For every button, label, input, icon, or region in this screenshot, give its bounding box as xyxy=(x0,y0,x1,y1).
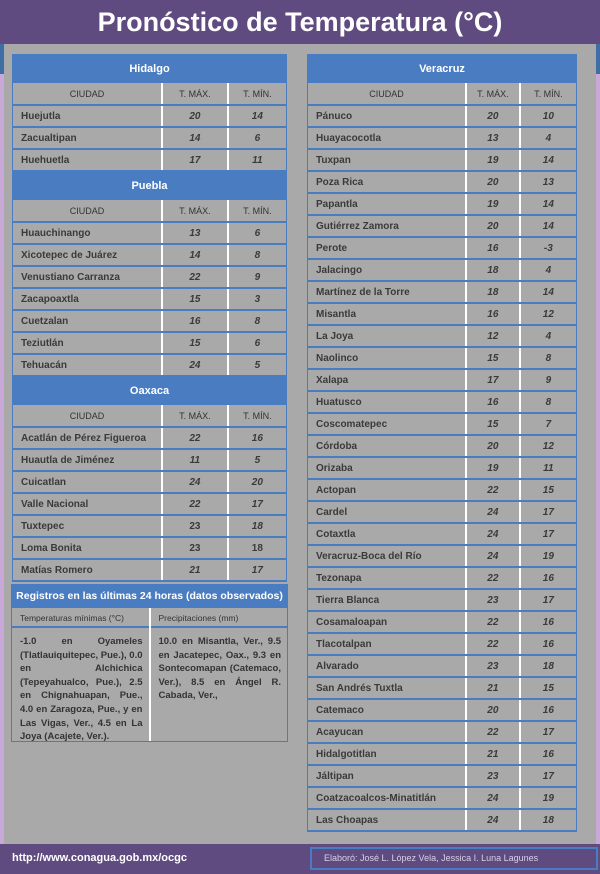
table-row xyxy=(13,559,287,581)
city-name: Jáltipan xyxy=(308,765,466,787)
city-name: Actopan xyxy=(308,479,466,501)
min-temp: 18 xyxy=(520,655,577,677)
city-name: Matías Romero xyxy=(13,559,163,581)
min-temp: 16 xyxy=(228,427,287,449)
table-row xyxy=(13,127,287,149)
city-name: Acayucan xyxy=(308,721,466,743)
min-temp: 8 xyxy=(520,391,577,413)
city-name: Hidalgotitlan xyxy=(308,743,466,765)
max-temp: 20 xyxy=(162,105,228,127)
city-name: Zacualtipan xyxy=(13,127,163,149)
city-name: Cardel xyxy=(308,501,466,523)
table-row xyxy=(308,215,577,237)
table-row xyxy=(308,611,577,633)
min-temp-header: Temperaturas mínimas (°C) xyxy=(12,608,149,628)
table-row xyxy=(308,589,577,611)
max-temp: 22 xyxy=(466,611,520,633)
min-temp: 16 xyxy=(520,699,577,721)
max-temp: 20 xyxy=(466,171,520,193)
table-row xyxy=(13,537,287,559)
min-temp: 17 xyxy=(520,523,577,545)
min-temp: 17 xyxy=(228,493,287,515)
min-temp: 5 xyxy=(228,449,287,471)
min-temp: 4 xyxy=(520,259,577,281)
table-row xyxy=(13,310,287,332)
table-row xyxy=(308,127,577,149)
min-temp: 14 xyxy=(520,149,577,171)
state-header-veracruz: Veracruz xyxy=(308,54,577,83)
city-name: Coatzacoalcos-Minatitlán xyxy=(308,787,466,809)
min-temp: 6 xyxy=(228,127,287,149)
max-temp: 22 xyxy=(466,567,520,589)
city-name: Tierra Blanca xyxy=(308,589,466,611)
min-temp: 11 xyxy=(228,149,287,171)
page-title: Pronóstico de Temperatura (°C) xyxy=(0,0,600,44)
min-temp: 14 xyxy=(520,215,577,237)
table-row xyxy=(308,237,577,259)
table-row xyxy=(308,699,577,721)
city-name: Cuetzalan xyxy=(13,310,163,332)
max-temp: 21 xyxy=(466,677,520,699)
min-temp: 8 xyxy=(520,347,577,369)
table-row xyxy=(308,171,577,193)
max-temp: 21 xyxy=(162,559,228,581)
max-temp: 24 xyxy=(466,523,520,545)
column-header-min: T. MÍN. xyxy=(228,83,287,105)
city-name: Coscomatepec xyxy=(308,413,466,435)
city-name: Acatlán de Pérez Figueroa xyxy=(13,427,163,449)
column-header-city: CIUDAD xyxy=(13,405,163,427)
max-temp: 13 xyxy=(466,127,520,149)
city-name: Teziutlán xyxy=(13,332,163,354)
table-row xyxy=(308,677,577,699)
footer xyxy=(0,844,600,874)
column-header-max: T. MÁX. xyxy=(162,405,228,427)
min-temp: 16 xyxy=(520,633,577,655)
table-row xyxy=(308,281,577,303)
city-name: Misantla xyxy=(308,303,466,325)
city-name: Córdoba xyxy=(308,435,466,457)
min-temp: -3 xyxy=(520,237,577,259)
frame-edge-left xyxy=(0,44,4,74)
table-row xyxy=(13,266,287,288)
min-temp: 11 xyxy=(520,457,577,479)
max-temp: 22 xyxy=(466,479,520,501)
min-temp: 10 xyxy=(520,105,577,127)
max-temp: 22 xyxy=(162,427,228,449)
max-temp: 20 xyxy=(466,435,520,457)
max-temp: 16 xyxy=(466,391,520,413)
table-row xyxy=(308,545,577,567)
city-name: Las Choapas xyxy=(308,809,466,831)
table-row xyxy=(13,288,287,310)
min-temp: 18 xyxy=(228,515,287,537)
city-name: Naolinco xyxy=(308,347,466,369)
city-name: Huautla de Jiménez xyxy=(13,449,163,471)
min-temp: 19 xyxy=(520,545,577,567)
city-name: Xicotepec de Juárez xyxy=(13,244,163,266)
table-row xyxy=(308,721,577,743)
table-row xyxy=(13,427,287,449)
column-header-max: T. MÁX. xyxy=(162,200,228,222)
min-temp: 16 xyxy=(520,567,577,589)
city-name: Poza Rica xyxy=(308,171,466,193)
max-temp: 19 xyxy=(466,457,520,479)
min-temp: 20 xyxy=(228,471,287,493)
max-temp: 15 xyxy=(466,413,520,435)
table-row xyxy=(13,222,287,244)
city-name: Martínez de la Torre xyxy=(308,281,466,303)
city-name: Huejutla xyxy=(13,105,163,127)
min-temp: 15 xyxy=(520,677,577,699)
city-name: Catemaco xyxy=(308,699,466,721)
min-temp: 3 xyxy=(228,288,287,310)
city-name: Cuicatlan xyxy=(13,471,163,493)
max-temp: 19 xyxy=(466,193,520,215)
min-temp: 18 xyxy=(520,809,577,831)
min-temp: 12 xyxy=(520,435,577,457)
column-header-max: T. MÁX. xyxy=(162,83,228,105)
max-temp: 20 xyxy=(466,105,520,127)
table-row xyxy=(13,332,287,354)
max-temp: 16 xyxy=(466,237,520,259)
city-name: Pánuco xyxy=(308,105,466,127)
max-temp: 17 xyxy=(162,149,228,171)
city-name: Xalapa xyxy=(308,369,466,391)
min-temp: 14 xyxy=(520,281,577,303)
city-name: Zacapoaxtla xyxy=(13,288,163,310)
table-row xyxy=(308,765,577,787)
table-row xyxy=(308,369,577,391)
table-row xyxy=(308,501,577,523)
max-temp: 15 xyxy=(162,332,228,354)
max-temp: 22 xyxy=(162,266,228,288)
min-temp: 5 xyxy=(228,354,287,376)
precip-header: Precipitaciones (mm) xyxy=(151,608,288,628)
state-header-puebla: Puebla xyxy=(13,171,287,200)
table-row xyxy=(13,449,287,471)
min-temp: 4 xyxy=(520,325,577,347)
min-temp: 17 xyxy=(228,559,287,581)
city-name: Tezonapa xyxy=(308,567,466,589)
max-temp: 20 xyxy=(466,699,520,721)
table-row xyxy=(13,493,287,515)
min-temp-records xyxy=(12,608,151,741)
table-row xyxy=(13,354,287,376)
city-name: San Andrés Tuxtla xyxy=(308,677,466,699)
min-temp: 14 xyxy=(228,105,287,127)
city-name: Alvarado xyxy=(308,655,466,677)
min-temp: 17 xyxy=(520,501,577,523)
max-temp: 24 xyxy=(162,471,228,493)
conagua-link[interactable]: http://www.conagua.gob.mx/ocgc xyxy=(12,852,187,864)
max-temp: 22 xyxy=(466,721,520,743)
min-temp: 8 xyxy=(228,244,287,266)
table-row xyxy=(308,787,577,809)
max-temp: 22 xyxy=(466,633,520,655)
min-temp: 6 xyxy=(228,332,287,354)
max-temp: 23 xyxy=(466,589,520,611)
city-name: Loma Bonita xyxy=(13,537,163,559)
table-row xyxy=(13,471,287,493)
table-row xyxy=(308,633,577,655)
city-name: Jalacingo xyxy=(308,259,466,281)
max-temp: 11 xyxy=(162,449,228,471)
table-row xyxy=(308,435,577,457)
column-header-min: T. MÍN. xyxy=(228,200,287,222)
city-name: Venustiano Carranza xyxy=(13,266,163,288)
frame-edge-right xyxy=(596,44,600,74)
city-name: Tuxtepec xyxy=(13,515,163,537)
city-name: Cotaxtla xyxy=(308,523,466,545)
table-row xyxy=(308,567,577,589)
table-row xyxy=(308,325,577,347)
table-row xyxy=(308,743,577,765)
max-temp: 16 xyxy=(466,303,520,325)
min-temp: 19 xyxy=(520,787,577,809)
column-header-city: CIUDAD xyxy=(308,83,466,105)
left-forecast-table xyxy=(12,54,287,582)
table-row xyxy=(13,149,287,171)
city-name: Tehuacán xyxy=(13,354,163,376)
min-temp: 17 xyxy=(520,765,577,787)
min-temp: 18 xyxy=(228,537,287,559)
table-row xyxy=(308,105,577,127)
max-temp: 24 xyxy=(466,787,520,809)
max-temp: 12 xyxy=(466,325,520,347)
table-row xyxy=(308,413,577,435)
city-name: Huatusco xyxy=(308,391,466,413)
observed-records-title: Registros en las últimas 24 horas (datos observados) xyxy=(12,585,287,608)
city-name: Huayacocotla xyxy=(308,127,466,149)
table-row xyxy=(13,244,287,266)
max-temp: 23 xyxy=(466,765,520,787)
city-name: Perote xyxy=(308,237,466,259)
column-header-city: CIUDAD xyxy=(13,83,163,105)
min-temp: 6 xyxy=(228,222,287,244)
max-temp: 17 xyxy=(466,369,520,391)
min-temp: 16 xyxy=(520,611,577,633)
table-row xyxy=(13,105,287,127)
city-name: Valle Nacional xyxy=(13,493,163,515)
max-temp: 23 xyxy=(466,655,520,677)
precip-records xyxy=(151,608,288,741)
min-temp: 9 xyxy=(520,369,577,391)
city-name: Orizaba xyxy=(308,457,466,479)
table-row xyxy=(308,259,577,281)
table-row xyxy=(13,515,287,537)
table-row xyxy=(308,523,577,545)
max-temp: 15 xyxy=(466,347,520,369)
table-row xyxy=(308,303,577,325)
observed-records-box xyxy=(11,584,288,742)
max-temp: 18 xyxy=(466,281,520,303)
min-temp: 8 xyxy=(228,310,287,332)
max-temp: 23 xyxy=(162,515,228,537)
table-row xyxy=(308,457,577,479)
city-name: Gutiérrez Zamora xyxy=(308,215,466,237)
min-temp: 4 xyxy=(520,127,577,149)
max-temp: 15 xyxy=(162,288,228,310)
max-temp: 16 xyxy=(162,310,228,332)
table-row xyxy=(308,479,577,501)
max-temp: 21 xyxy=(466,743,520,765)
veracruz-forecast-table xyxy=(307,54,577,832)
table-row xyxy=(308,655,577,677)
min-temp: 17 xyxy=(520,589,577,611)
city-name: Huauchinango xyxy=(13,222,163,244)
credits: Elaboró: José L. López Vela, Jessica I. Luna Lagunes xyxy=(310,847,598,870)
min-temp: 13 xyxy=(520,171,577,193)
max-temp: 24 xyxy=(466,545,520,567)
city-name: Papantla xyxy=(308,193,466,215)
max-temp: 24 xyxy=(162,354,228,376)
column-header-min: T. MÍN. xyxy=(228,405,287,427)
city-name: Cosamaloapan xyxy=(308,611,466,633)
min-temp: 12 xyxy=(520,303,577,325)
max-temp: 19 xyxy=(466,149,520,171)
table-row xyxy=(308,193,577,215)
max-temp: 18 xyxy=(466,259,520,281)
max-temp: 14 xyxy=(162,244,228,266)
table-row xyxy=(308,391,577,413)
max-temp: 24 xyxy=(466,809,520,831)
max-temp: 14 xyxy=(162,127,228,149)
max-temp: 23 xyxy=(162,537,228,559)
min-temp: 15 xyxy=(520,479,577,501)
max-temp: 24 xyxy=(466,501,520,523)
min-temp-text: -1.0 en Oyameles (Tlatlauiquitepec, Pue.), 0.0 en Alchichica (Tepeyahualco, Pue.), 2.5 en Chignahuapan, Pue., 4.0 en Zaragoza, Pue., y en Las Vigas, Ver., 4.5 en La Joya (Acajete, Ver.). xyxy=(20,636,143,743)
city-name: Huehuetla xyxy=(13,149,163,171)
min-temp: 7 xyxy=(520,413,577,435)
max-temp: 13 xyxy=(162,222,228,244)
max-temp: 22 xyxy=(162,493,228,515)
table-row xyxy=(308,149,577,171)
min-temp: 16 xyxy=(520,743,577,765)
city-name: La Joya xyxy=(308,325,466,347)
table-row xyxy=(308,347,577,369)
min-temp: 9 xyxy=(228,266,287,288)
table-row xyxy=(308,809,577,831)
min-temp: 17 xyxy=(520,721,577,743)
column-header-max: T. MÁX. xyxy=(466,83,520,105)
state-header-oaxaca: Oaxaca xyxy=(13,376,287,405)
column-header-city: CIUDAD xyxy=(13,200,163,222)
column-header-min: T. MÍN. xyxy=(520,83,577,105)
state-header-hidalgo: Hidalgo xyxy=(13,54,287,83)
max-temp: 20 xyxy=(466,215,520,237)
precip-text: 10.0 en Misantla, Ver., 9.5 en Jacatepec, Oax., 9.3 en Sontecomapan (Catemaco, Ver.), 8.5 en Ángel R. Cabada, Ver., xyxy=(158,636,281,702)
city-name: Tuxpan xyxy=(308,149,466,171)
city-name: Veracruz-Boca del Río xyxy=(308,545,466,567)
min-temp: 14 xyxy=(520,193,577,215)
city-name: Tlacotalpan xyxy=(308,633,466,655)
